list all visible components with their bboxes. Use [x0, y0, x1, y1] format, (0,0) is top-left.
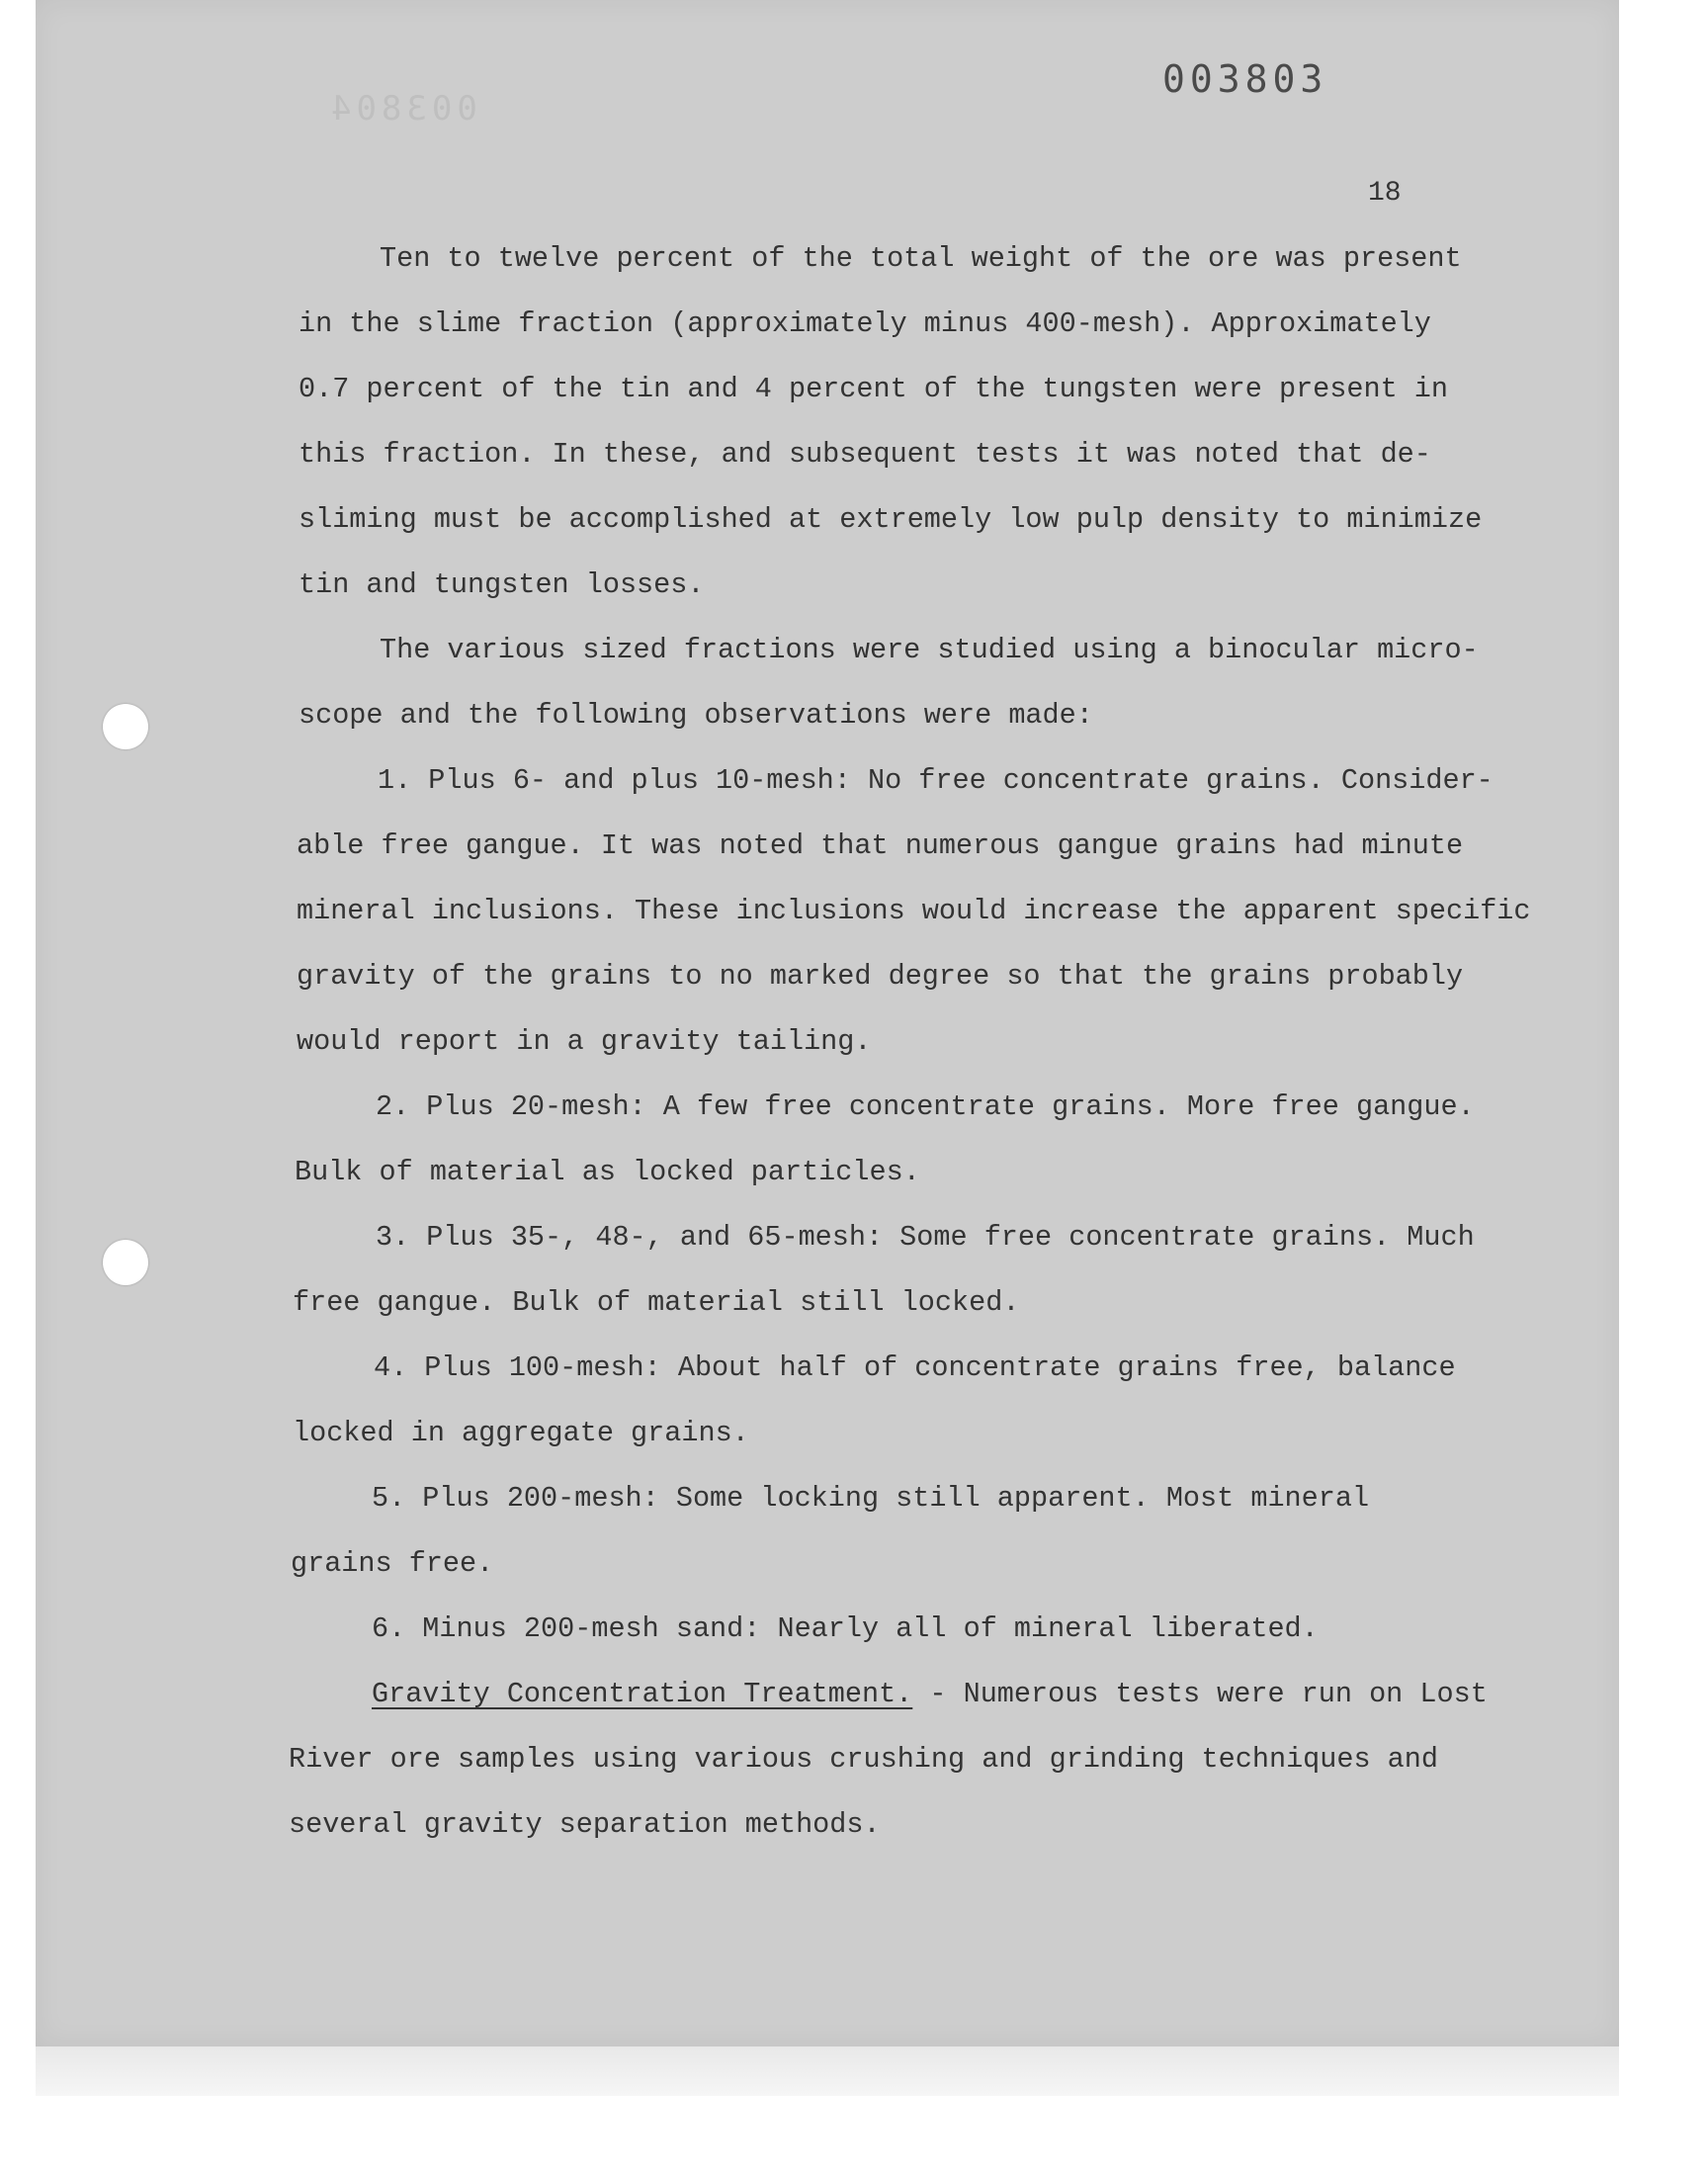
list-item-line: grains free.: [291, 1547, 494, 1580]
punch-hole-bottom: [103, 1240, 148, 1285]
list-item-line: Bulk of material as locked particles.: [295, 1156, 920, 1188]
list-item-line: mineral inclusions. These inclusions would increase the apparent specific: [297, 895, 1531, 927]
text-line: 0.7 percent of the tin and 4 percent of the tungsten were present in: [299, 373, 1448, 405]
text-line: The various sized fractions were studied using a binocular micro-: [380, 634, 1479, 666]
text-line: this fraction. In these, and subsequent tests it was noted that de-: [299, 438, 1431, 471]
list-item-line: 6. Minus 200-mesh sand: Nearly all of mineral liberated.: [372, 1612, 1319, 1645]
text-fragment: - Numerous tests were run on Lost: [912, 1678, 1488, 1710]
text-line: Ten to twelve percent of the total weight of the ore was present: [380, 242, 1462, 275]
section-heading: Gravity Concentration Treatment.: [372, 1678, 913, 1710]
text-line: sliming must be accomplished at extremely low pulp density to minimize: [299, 503, 1483, 536]
list-item-line: 1. Plus 6- and plus 10-mesh: No free concentrate grains. Consider-: [378, 764, 1494, 797]
list-item-line: free gangue. Bulk of material still locked.: [293, 1286, 1020, 1319]
list-item-line: 2. Plus 20-mesh: A few free concentrate grains. More free gangue.: [376, 1090, 1475, 1123]
list-item-line: would report in a gravity tailing.: [297, 1025, 872, 1058]
text-line: River ore samples using various crushing and grinding techniques and: [289, 1743, 1438, 1776]
list-item-line: 3. Plus 35-, 48-, and 65-mesh: Some free concentrate grains. Much: [376, 1221, 1475, 1254]
scan-bottom-edge: [36, 2046, 1619, 2096]
list-item-line: able free gangue. It was noted that numerous gangue grains had minute: [297, 829, 1464, 862]
bleed-through-number: 003804: [326, 89, 477, 129]
document-number: 003803: [1162, 57, 1328, 101]
text-line: scope and the following observations were made:: [299, 699, 1093, 732]
text-line: tin and tungsten losses.: [299, 568, 705, 601]
page-number: 18: [1368, 178, 1402, 209]
list-item-line: locked in aggregate grains.: [293, 1417, 749, 1449]
list-item-line: 5. Plus 200-mesh: Some locking still apparent. Most mineral: [372, 1482, 1370, 1515]
gravity-paragraph-first-line: [372, 1678, 1488, 1710]
punch-hole-top: [103, 704, 148, 749]
text-line: several gravity separation methods.: [289, 1808, 881, 1841]
list-item-line: gravity of the grains to no marked degree so that the grains probably: [297, 960, 1464, 993]
text-line: in the slime fraction (approximately minus 400-mesh). Approximately: [299, 307, 1431, 340]
list-item-line: 4. Plus 100-mesh: About half of concentrate grains free, balance: [374, 1351, 1456, 1384]
